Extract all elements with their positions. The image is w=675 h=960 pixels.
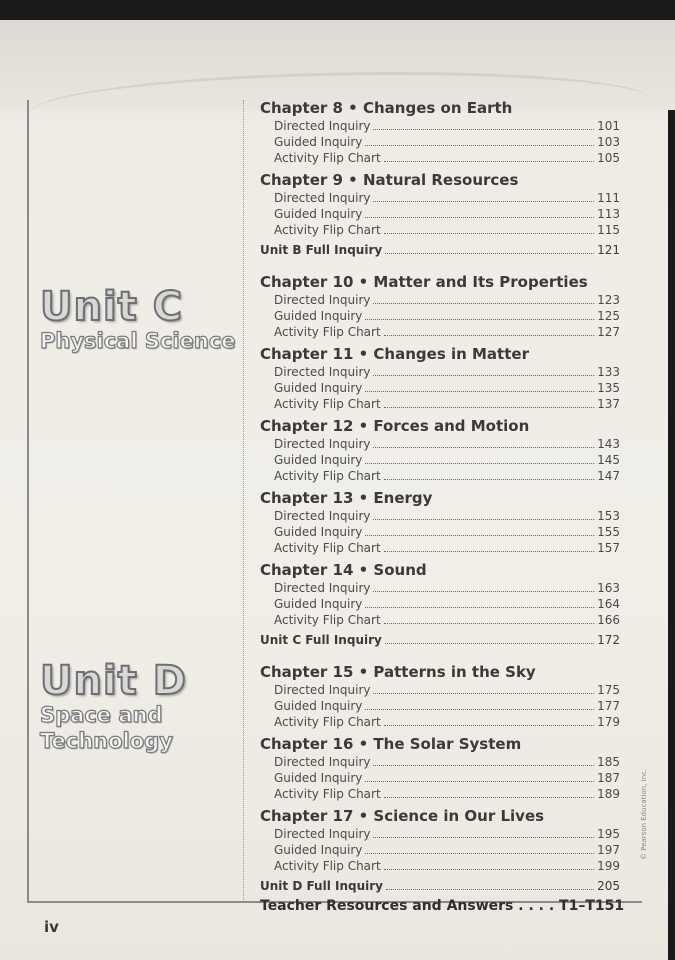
chapter-title[interactable]: Chapter 9 • Natural Resources (260, 171, 519, 189)
toc-entry[interactable] (260, 206, 620, 222)
toc-entry-page: 105 (597, 151, 620, 165)
toc-entry-page: 163 (597, 581, 620, 595)
table-of-contents (260, 98, 625, 916)
toc-entry-page: 145 (597, 453, 620, 467)
dot-leader (365, 781, 594, 782)
toc-entry-label: Directed Inquiry (274, 509, 371, 523)
chapter-title[interactable]: Chapter 15 • Patterns in the Sky (260, 663, 536, 681)
toc-entry-page: 199 (597, 859, 620, 873)
toc-entry[interactable] (260, 380, 620, 396)
toc-entry[interactable] (260, 826, 620, 842)
toc-entry-page: 166 (597, 613, 620, 627)
toc-entry-page: 153 (597, 509, 620, 523)
dot-leader (373, 129, 594, 130)
toc-entry-page: 164 (597, 597, 620, 611)
toc-entry[interactable] (260, 452, 620, 468)
toc-entry-page: 133 (597, 365, 620, 379)
full-inquiry-page: 172 (597, 633, 620, 647)
toc-entry-label: Guided Inquiry (274, 699, 363, 713)
dot-leader (384, 407, 594, 408)
toc-entry[interactable] (260, 612, 620, 628)
toc-entry-label: Guided Inquiry (274, 453, 363, 467)
chapter-title[interactable]: Chapter 13 • Energy (260, 489, 433, 507)
toc-entry[interactable] (260, 436, 620, 452)
unit-d-subtitle-line1: Space and (40, 703, 163, 727)
toc-entry-label: Directed Inquiry (274, 365, 371, 379)
toc-entry-label: Directed Inquiry (274, 755, 371, 769)
toc-entry-label: Activity Flip Chart (274, 397, 381, 411)
dot-leader (365, 535, 594, 536)
dot-leader (365, 391, 594, 392)
toc-entry-label: Activity Flip Chart (274, 541, 381, 555)
copyright-notice: © Pearson Education, Inc. (640, 768, 648, 860)
toc-entry-page: 197 (597, 843, 620, 857)
full-inquiry-entry[interactable] (260, 878, 620, 894)
toc-entry-label: Guided Inquiry (274, 309, 363, 323)
toc-entry[interactable] (260, 364, 620, 380)
toc-entry-label: Directed Inquiry (274, 581, 371, 595)
toc-entry-page: 157 (597, 541, 620, 555)
toc-entry-label: Activity Flip Chart (274, 223, 381, 237)
dot-leader (384, 161, 594, 162)
toc-entry-label: Guided Inquiry (274, 597, 363, 611)
dot-leader (373, 375, 594, 376)
dot-leader (384, 725, 594, 726)
toc-entry[interactable] (260, 540, 620, 556)
chapter-section (260, 98, 620, 166)
toc-entry[interactable] (260, 292, 620, 308)
toc-entry-label: Guided Inquiry (274, 207, 363, 221)
dot-leader (384, 551, 594, 552)
toc-entry-label: Activity Flip Chart (274, 325, 381, 339)
toc-entry-page: 115 (597, 223, 620, 237)
dot-leader (384, 869, 594, 870)
toc-entry-page: 101 (597, 119, 620, 133)
toc-entry-page: 125 (597, 309, 620, 323)
toc-entry-label: Directed Inquiry (274, 293, 371, 307)
chapter-title[interactable]: Chapter 17 • Science in Our Lives (260, 807, 545, 825)
unit-d-heading (40, 660, 187, 754)
dot-leader (373, 303, 594, 304)
toc-entry[interactable] (260, 190, 620, 206)
toc-entry-page: 179 (597, 715, 620, 729)
page-number: iv (44, 918, 59, 936)
chapter-title[interactable]: Chapter 8 • Changes on Earth (260, 99, 513, 117)
dot-leader (365, 709, 594, 710)
toc-entry[interactable] (260, 150, 620, 166)
toc-entry[interactable] (260, 468, 620, 484)
unit-d-title: Unit D (40, 658, 187, 704)
toc-entry-label: Activity Flip Chart (274, 469, 381, 483)
dot-leader (373, 447, 594, 448)
toc-entry-label: Directed Inquiry (274, 119, 371, 133)
full-inquiry-page: 205 (597, 879, 620, 893)
dot-leader (373, 519, 594, 520)
toc-entry-label: Activity Flip Chart (274, 151, 381, 165)
toc-entry-label: Directed Inquiry (274, 191, 371, 205)
chapter-title[interactable]: Chapter 16 • The Solar System (260, 735, 522, 753)
toc-entry-page: 143 (597, 437, 620, 451)
toc-entry[interactable] (260, 786, 620, 802)
toc-entry-label: Guided Inquiry (274, 135, 363, 149)
chapter-title[interactable]: Chapter 14 • Sound (260, 561, 427, 579)
dot-leader (373, 765, 594, 766)
teacher-resources-entry[interactable]: Teacher Resources and Answers . . . . T1–T151 (260, 898, 625, 914)
chapter-section (260, 806, 620, 874)
toc-entry-label: Directed Inquiry (274, 437, 371, 451)
chapter-section (260, 560, 620, 628)
dot-leader (373, 591, 594, 592)
full-inquiry-entry[interactable] (260, 632, 620, 648)
toc-entry-page: 123 (597, 293, 620, 307)
chapter-title[interactable]: Chapter 12 • Forces and Motion (260, 417, 530, 435)
full-inquiry-label: Unit C Full Inquiry (260, 633, 382, 647)
toc-entry[interactable] (260, 134, 620, 150)
toc-entry[interactable] (260, 222, 620, 238)
dot-leader (385, 643, 594, 644)
chapter-section (260, 488, 620, 556)
toc-entry-label: Guided Inquiry (274, 771, 363, 785)
toc-entry[interactable] (260, 754, 620, 770)
toc-entry[interactable] (260, 770, 620, 786)
toc-entry-page: 175 (597, 683, 620, 697)
toc-entry-page: 137 (597, 397, 620, 411)
dot-leader (373, 837, 594, 838)
toc-entry[interactable] (260, 396, 620, 412)
dot-leader (365, 145, 594, 146)
dot-leader (365, 853, 594, 854)
dot-leader (365, 319, 594, 320)
unit-c-title: Unit C (40, 284, 184, 330)
toc-entry-page: 187 (597, 771, 620, 785)
chapter-section (260, 662, 620, 730)
toc-entry[interactable] (260, 858, 620, 874)
toc-entry[interactable] (260, 308, 620, 324)
toc-entry-label: Guided Inquiry (274, 381, 363, 395)
chapter-section (260, 272, 620, 340)
toc-entry[interactable] (260, 714, 620, 730)
dot-leader (384, 623, 594, 624)
dot-leader (373, 201, 594, 202)
column-divider (243, 100, 244, 900)
chapter-section (260, 170, 620, 238)
chapter-title[interactable]: Chapter 11 • Changes in Matter (260, 345, 529, 363)
full-inquiry-label: Unit B Full Inquiry (260, 243, 383, 257)
toc-entry-label: Activity Flip Chart (274, 859, 381, 873)
toc-group-unit-b (260, 98, 620, 258)
full-inquiry-page: 121 (597, 243, 620, 257)
toc-entry-label: Directed Inquiry (274, 827, 371, 841)
chapter-section (260, 416, 620, 484)
toc-entry-label: Activity Flip Chart (274, 613, 381, 627)
toc-entry[interactable] (260, 508, 620, 524)
toc-entry[interactable] (260, 118, 620, 134)
dot-leader (386, 889, 594, 890)
toc-entry-label: Activity Flip Chart (274, 787, 381, 801)
chapter-section (260, 734, 620, 802)
toc-entry[interactable] (260, 698, 620, 714)
toc-entry-page: 155 (597, 525, 620, 539)
toc-entry-page: 177 (597, 699, 620, 713)
toc-entry-page: 195 (597, 827, 620, 841)
toc-entry[interactable] (260, 580, 620, 596)
toc-entry-page: 113 (597, 207, 620, 221)
dot-leader (365, 607, 594, 608)
unit-c-subtitle: Physical Science (40, 329, 236, 353)
toc-entry-page: 111 (597, 191, 620, 205)
toc-entry-label: Activity Flip Chart (274, 715, 381, 729)
toc-entry-page: 189 (597, 787, 620, 801)
dot-leader (385, 253, 594, 254)
toc-entry-page: 127 (597, 325, 620, 339)
toc-entry-page: 103 (597, 135, 620, 149)
dot-leader (384, 479, 594, 480)
toc-entry-page: 185 (597, 755, 620, 769)
dot-leader (365, 217, 594, 218)
chapter-title[interactable]: Chapter 10 • Matter and Its Properties (260, 273, 588, 291)
toc-entry-label: Guided Inquiry (274, 843, 363, 857)
unit-d-subtitle-line2: Technology (40, 729, 173, 753)
toc-group-unit-c (260, 272, 620, 648)
toc-group-unit-d (260, 662, 620, 894)
chapter-section (260, 344, 620, 412)
toc-entry[interactable] (260, 524, 620, 540)
dot-leader (373, 693, 594, 694)
toc-entry-page: 135 (597, 381, 620, 395)
toc-entry[interactable] (260, 842, 620, 858)
dot-leader (365, 463, 594, 464)
dot-leader (384, 797, 594, 798)
dot-leader (384, 233, 594, 234)
full-inquiry-entry[interactable] (260, 242, 620, 258)
toc-entry-page: 147 (597, 469, 620, 483)
toc-entry-label: Guided Inquiry (274, 525, 363, 539)
toc-entry[interactable] (260, 682, 620, 698)
full-inquiry-label: Unit D Full Inquiry (260, 879, 383, 893)
dot-leader (384, 335, 594, 336)
toc-entry-label: Directed Inquiry (274, 683, 371, 697)
unit-c-heading (40, 286, 236, 354)
toc-entry[interactable] (260, 596, 620, 612)
toc-entry[interactable] (260, 324, 620, 340)
